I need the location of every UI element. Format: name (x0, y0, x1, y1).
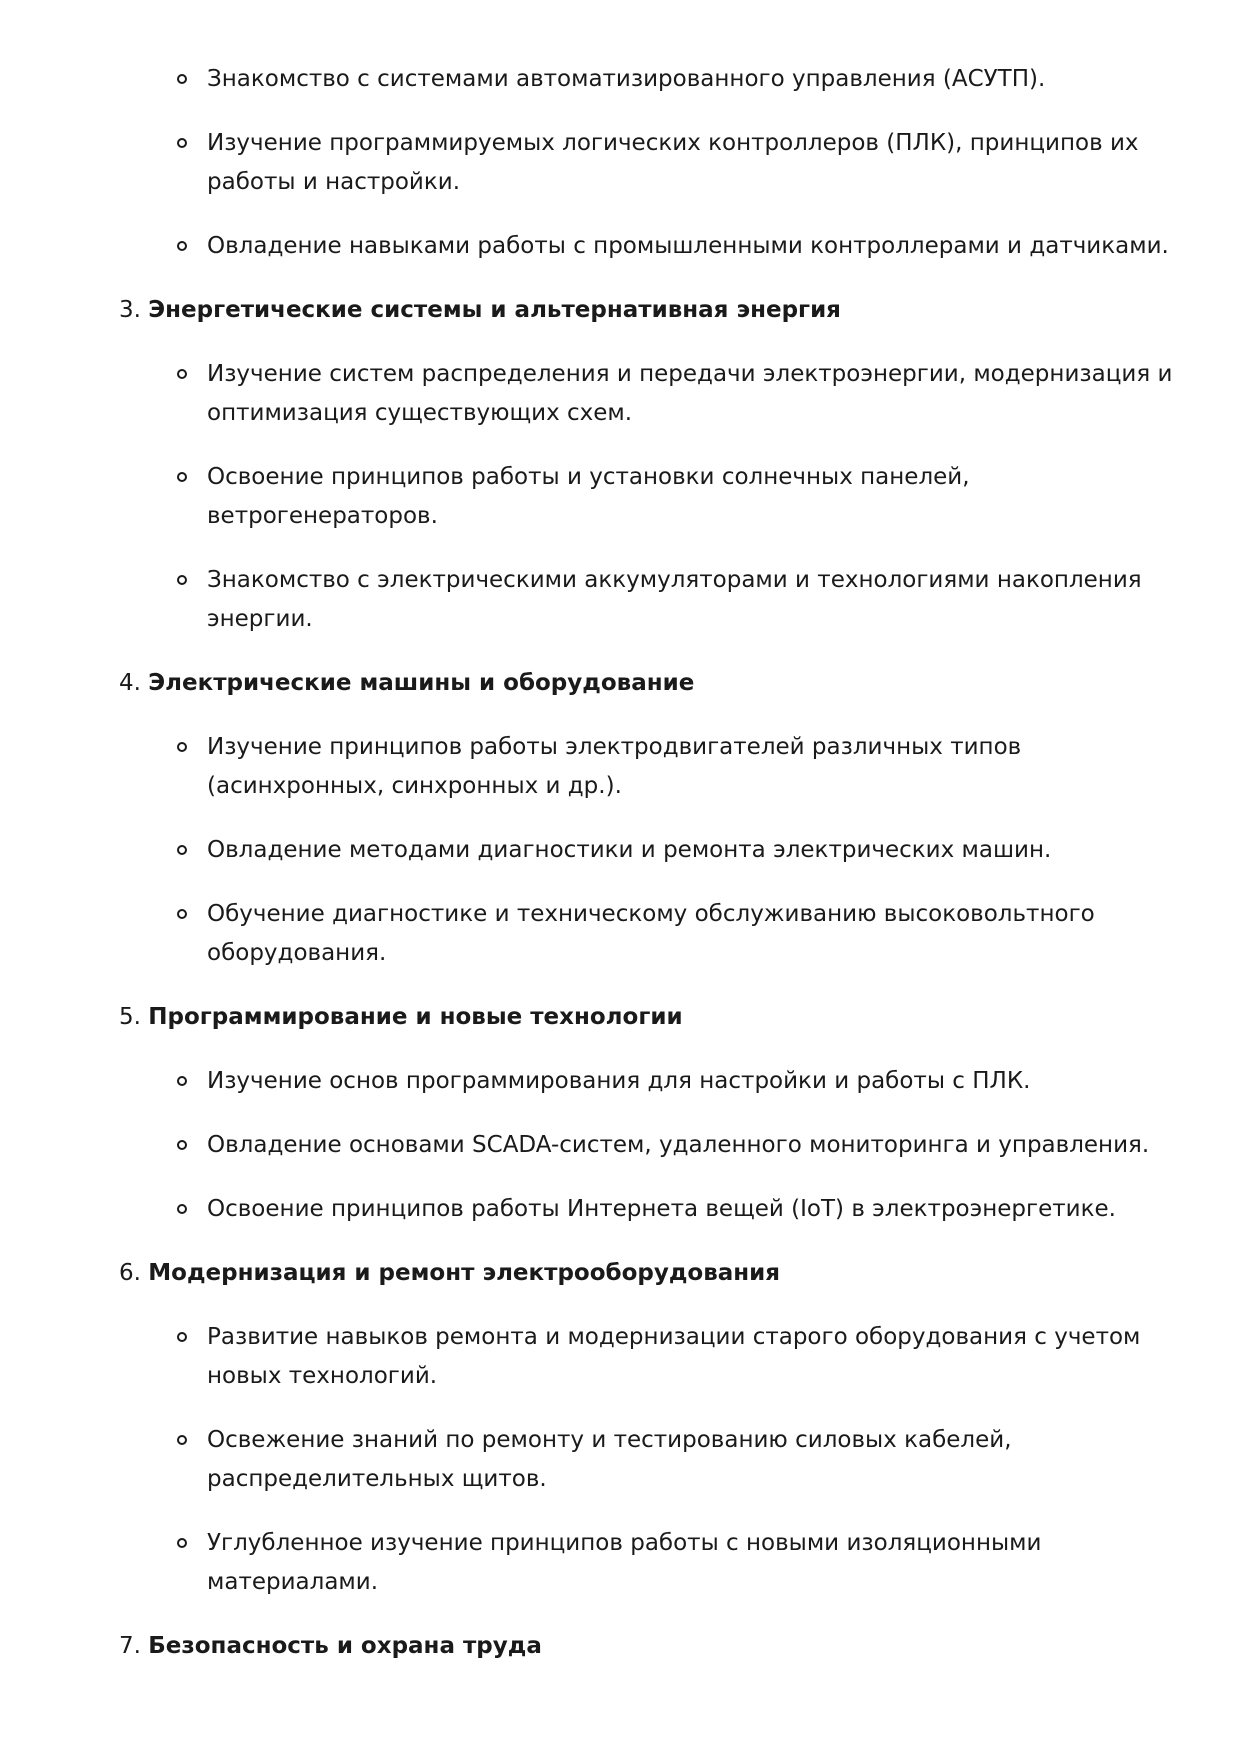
list-item-text: Овладение основами SCADA-систем, удаленного мониторинга и управления. (207, 1132, 1150, 1158)
section-number: 7. (119, 1633, 141, 1659)
list-item (0, 1318, 1239, 1396)
section-4-list (0, 728, 1239, 973)
list-item (0, 561, 1239, 639)
section-2-tail-list (0, 60, 1239, 266)
section-number: 4. (119, 670, 141, 696)
list-item (0, 895, 1239, 973)
hollow-bullet-icon (177, 1140, 187, 1150)
hollow-bullet-icon (177, 1538, 187, 1548)
section-heading (0, 1627, 1239, 1666)
section-title: Энергетические системы и альтернативная энергия (148, 297, 841, 323)
list-item-text: Развитие навыков ремонта и модернизации старого оборудования с учетом новых технологий. (207, 1324, 1141, 1389)
hollow-bullet-icon (177, 909, 187, 919)
list-item (0, 831, 1239, 870)
hollow-bullet-icon (177, 1076, 187, 1086)
section-heading (0, 1254, 1239, 1293)
section-number: 6. (119, 1260, 141, 1286)
hollow-bullet-icon (177, 742, 187, 752)
section-heading (0, 291, 1239, 330)
section-5-list (0, 1062, 1239, 1229)
hollow-bullet-icon (177, 575, 187, 585)
section-title: Безопасность и охрана труда (148, 1633, 542, 1659)
list-item (0, 458, 1239, 536)
list-item (0, 728, 1239, 806)
list-item (0, 1126, 1239, 1165)
hollow-bullet-icon (177, 74, 187, 84)
hollow-bullet-icon (177, 1204, 187, 1214)
list-item (0, 60, 1239, 99)
hollow-bullet-icon (177, 241, 187, 251)
hollow-bullet-icon (177, 472, 187, 482)
list-item (0, 1524, 1239, 1602)
list-item-text: Углубленное изучение принципов работы с новыми изоляционными материалами. (207, 1530, 1042, 1595)
hollow-bullet-icon (177, 1435, 187, 1445)
list-item-text: Изучение программируемых логических контроллеров (ПЛК), принципов их работы и настройки. (207, 130, 1139, 195)
section-title: Электрические машины и оборудование (148, 670, 695, 696)
list-item-text: Овладение навыками работы с промышленными контроллерами и датчиками. (207, 233, 1169, 259)
list-item (0, 1062, 1239, 1101)
section-3-list (0, 355, 1239, 639)
list-item-text: Изучение систем распределения и передачи электроэнергии, модернизация и оптимизация существующих схем. (207, 361, 1173, 426)
list-item (0, 1190, 1239, 1229)
hollow-bullet-icon (177, 369, 187, 379)
list-item-text: Овладение методами диагностики и ремонта электрических машин. (207, 837, 1052, 863)
list-item (0, 227, 1239, 266)
section-heading (0, 998, 1239, 1037)
list-item-text: Знакомство с электрическими аккумуляторами и технологиями накопления энергии. (207, 567, 1142, 632)
list-item-text: Обучение диагностике и техническому обслуживанию высоковольтного оборудования. (207, 901, 1095, 966)
section-title: Программирование и новые технологии (148, 1004, 683, 1030)
hollow-bullet-icon (177, 138, 187, 148)
list-item (0, 1421, 1239, 1499)
list-item-text: Изучение принципов работы электродвигателей различных типов (асинхронных, синхронных и др.). (207, 734, 1022, 799)
list-item-text: Знакомство с системами автоматизированного управления (АСУТП). (207, 66, 1046, 92)
hollow-bullet-icon (177, 845, 187, 855)
section-number: 5. (119, 1004, 141, 1030)
list-item-text: Освоение принципов работы Интернета вещей (IoT) в электроэнергетике. (207, 1196, 1116, 1222)
list-item-text: Изучение основ программирования для настройки и работы с ПЛК. (207, 1068, 1031, 1094)
section-number: 3. (119, 297, 141, 323)
section-title: Модернизация и ремонт электрооборудования (148, 1260, 781, 1286)
section-6-list (0, 1318, 1239, 1602)
list-item-text: Освежение знаний по ремонту и тестированию силовых кабелей, распределительных щитов. (207, 1427, 1012, 1492)
list-item (0, 124, 1239, 202)
list-item-text: Освоение принципов работы и установки солнечных панелей, ветрогенераторов. (207, 464, 970, 529)
section-heading (0, 664, 1239, 703)
hollow-bullet-icon (177, 1332, 187, 1342)
list-item (0, 355, 1239, 433)
